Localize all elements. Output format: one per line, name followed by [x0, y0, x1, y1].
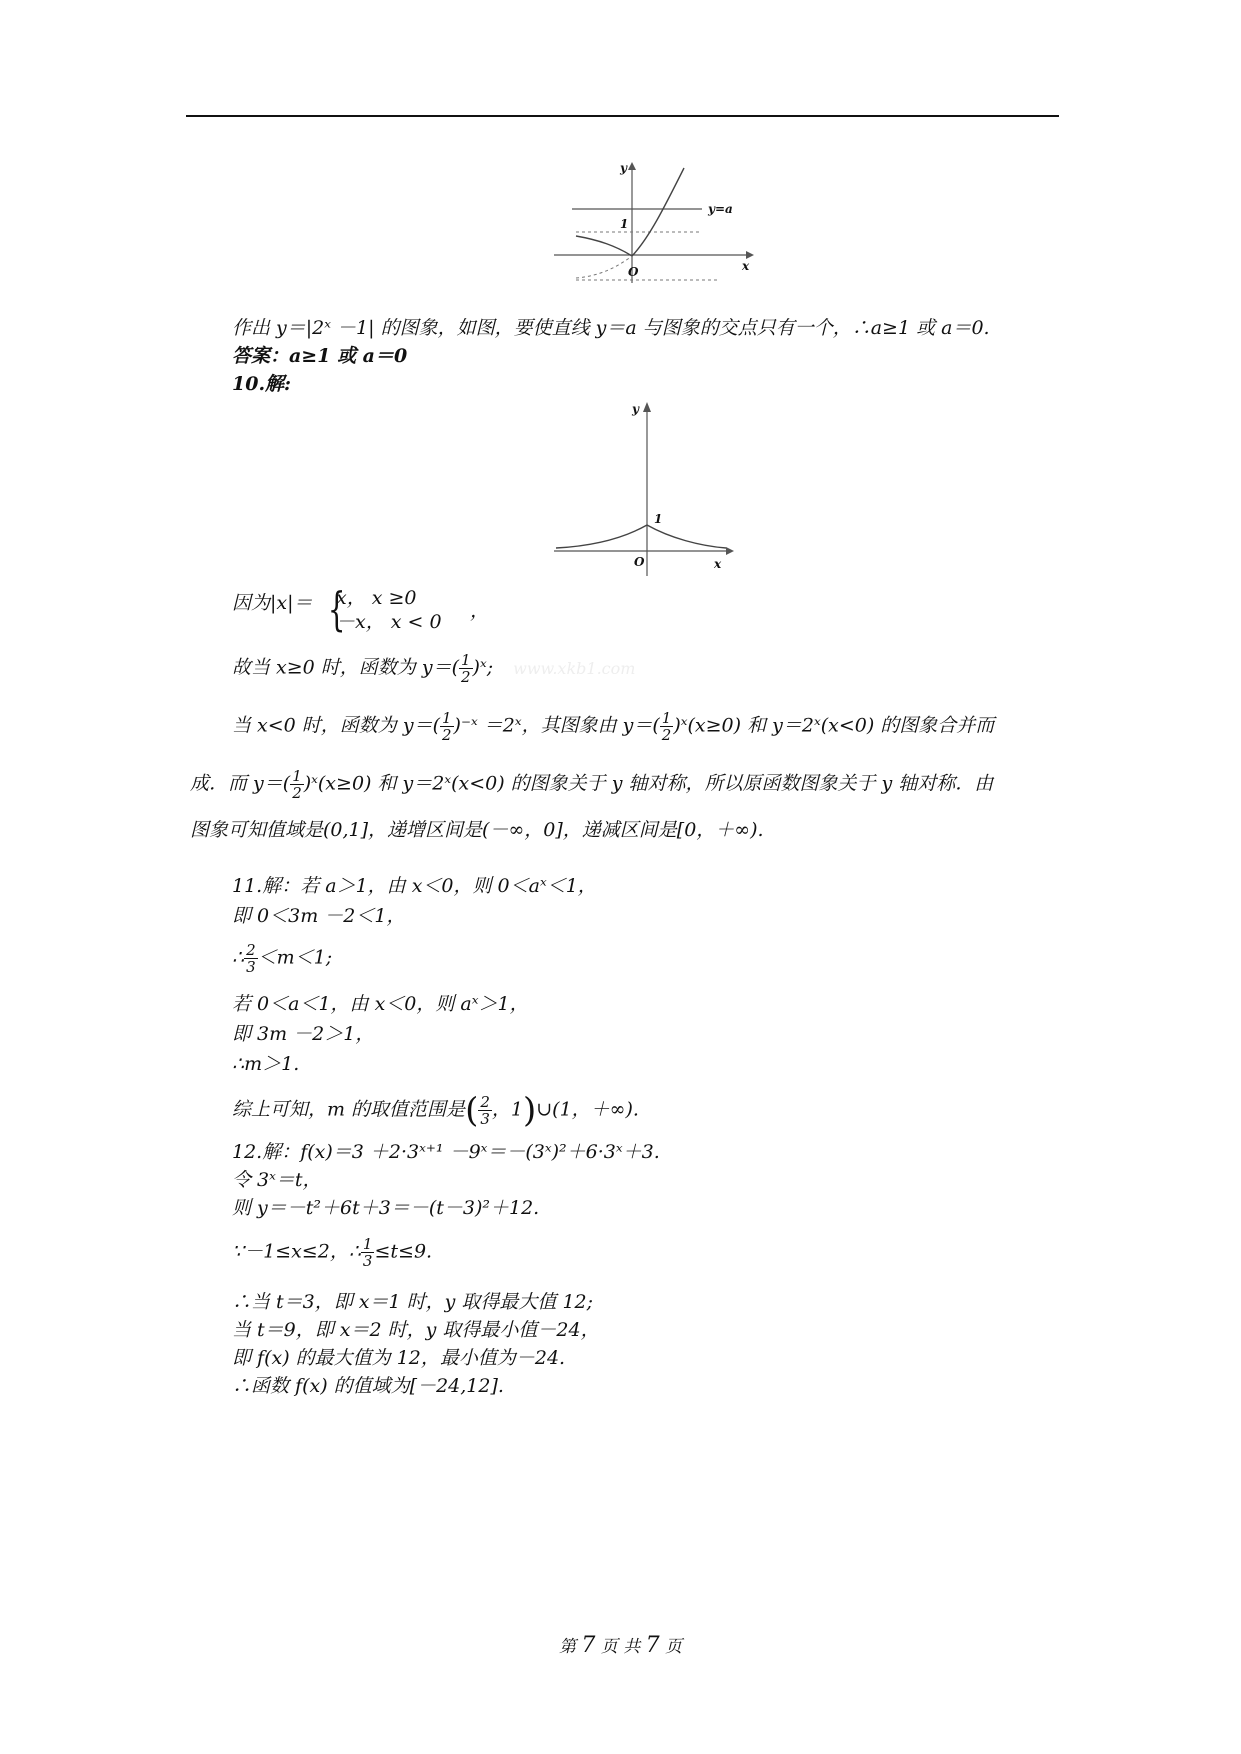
y-arrow — [643, 402, 651, 412]
x-arrow — [746, 251, 754, 259]
curve-right — [632, 168, 684, 256]
piecewise-end: ， — [470, 600, 490, 622]
fig2-y-label: y — [632, 402, 639, 416]
page-total: 7 — [645, 1633, 660, 1658]
q12-line1: 12.解：f(x)＝3 ＋2·3ˣ⁺¹ －9ˣ＝－(3ˣ)²＋6·3ˣ＋3. — [232, 1141, 660, 1163]
q9-explain: 作出 y＝|2ˣ －1| 的图象，如图，要使直线 y＝a 与图象的交点只有一个，∴a≥1 或 a＝0. — [232, 317, 990, 339]
fig2-origin-label: O — [634, 555, 645, 569]
curve-right — [647, 525, 726, 548]
fig1-origin-label: O — [628, 265, 639, 279]
fig1-one-label: 1 — [620, 217, 629, 231]
page-footer: 第 7 页 共 7 页 — [558, 1633, 683, 1658]
q12-line4: ∵－1≤x≤2，∴ $\frac{1}{3}$ ≤t≤9. — [232, 1235, 433, 1270]
q11-line7: 综上可知，m 的取值范围是( $\frac{2}{3}$ ，1)∪(1，＋∞). — [232, 1090, 639, 1131]
header-rule — [186, 115, 1059, 117]
q10-line3: 当 x<0 时，函数为 y＝( $\frac{1}{2}$ )⁻ˣ ＝2ˣ，其图象由 y＝( $\frac{1}{2}$ )ˣ(x≥0) 和 y＝2ˣ(x<0) 的图象合并而 — [232, 709, 995, 744]
figure-q10 — [554, 398, 734, 578]
q9-answer: 答案：a≥1 或 a＝0 — [232, 345, 408, 367]
fig1-line-label: y=a — [708, 202, 733, 216]
page-number: 7 — [581, 1633, 596, 1658]
piecewise-case1: x， x ≥0 — [336, 587, 417, 609]
watermark: www.xkb1.com — [513, 658, 636, 678]
q11-line5: 即 3m －2＞1， — [232, 1023, 375, 1045]
q11-line6: ∴m＞1. — [232, 1053, 300, 1075]
q12-line2: 令 3ˣ＝t， — [232, 1169, 322, 1191]
q12-line3: 则 y＝－t²＋6t＋3＝－(t－3)²＋12. — [232, 1197, 540, 1219]
x-arrow — [726, 547, 734, 555]
fig1-x-label: x — [742, 259, 750, 273]
fig1-y-label: y — [620, 161, 627, 175]
q10-line5: 图象可知值域是(0,1]，递增区间是(－∞，0]，递减区间是[0，＋∞). — [190, 819, 764, 841]
q10-title: 10.解: — [232, 373, 292, 395]
abs-def-prefix: 因为|x|＝ — [232, 592, 313, 614]
q11-line3: ∴ $\frac{2}{3}$ ＜m＜1; — [232, 941, 333, 976]
fig2-one-label: 1 — [654, 512, 663, 526]
figure-abs-exp — [554, 158, 754, 288]
y-arrow — [628, 162, 636, 170]
curve-left — [556, 525, 647, 548]
q10-line4: 成．而 y＝( $\frac{1}{2}$ )ˣ(x≥0) 和 y＝2ˣ(x<0) 的图象关于 y 轴对称，所以原函数图象关于 y 轴对称．由 — [190, 767, 994, 802]
q11-line1: 11.解：若 a＞1，由 x＜0，则 0＜aˣ＜1， — [232, 875, 597, 897]
fig2-x-label: x — [714, 557, 722, 571]
q10-line2: 故当 x≥0 时，函数为 y＝( $\frac{1}{2}$ )ˣ; www.xkb1.com — [232, 651, 636, 686]
q12-line6: 当 t＝9，即 x＝2 时，y 取得最小值－24， — [232, 1319, 600, 1341]
q12-line5: ∴当 t＝3，即 x＝1 时，y 取得最大值 12; — [232, 1291, 594, 1313]
q12-line7: 即 f(x) 的最大值为 12，最小值为－24. — [232, 1347, 566, 1369]
q12-line8: ∴函数 f(x) 的值域为[－24,12]. — [232, 1375, 504, 1397]
q11-line4: 若 0＜a＜1，由 x＜0，则 aˣ＞1， — [232, 993, 529, 1015]
piecewise-case2: －x， x < 0 — [336, 611, 442, 633]
curve-dashed — [576, 256, 632, 278]
piecewise-brace: { — [327, 582, 346, 636]
q11-line2: 即 0＜3m －2＜1， — [232, 905, 406, 927]
curve-left — [576, 236, 632, 256]
